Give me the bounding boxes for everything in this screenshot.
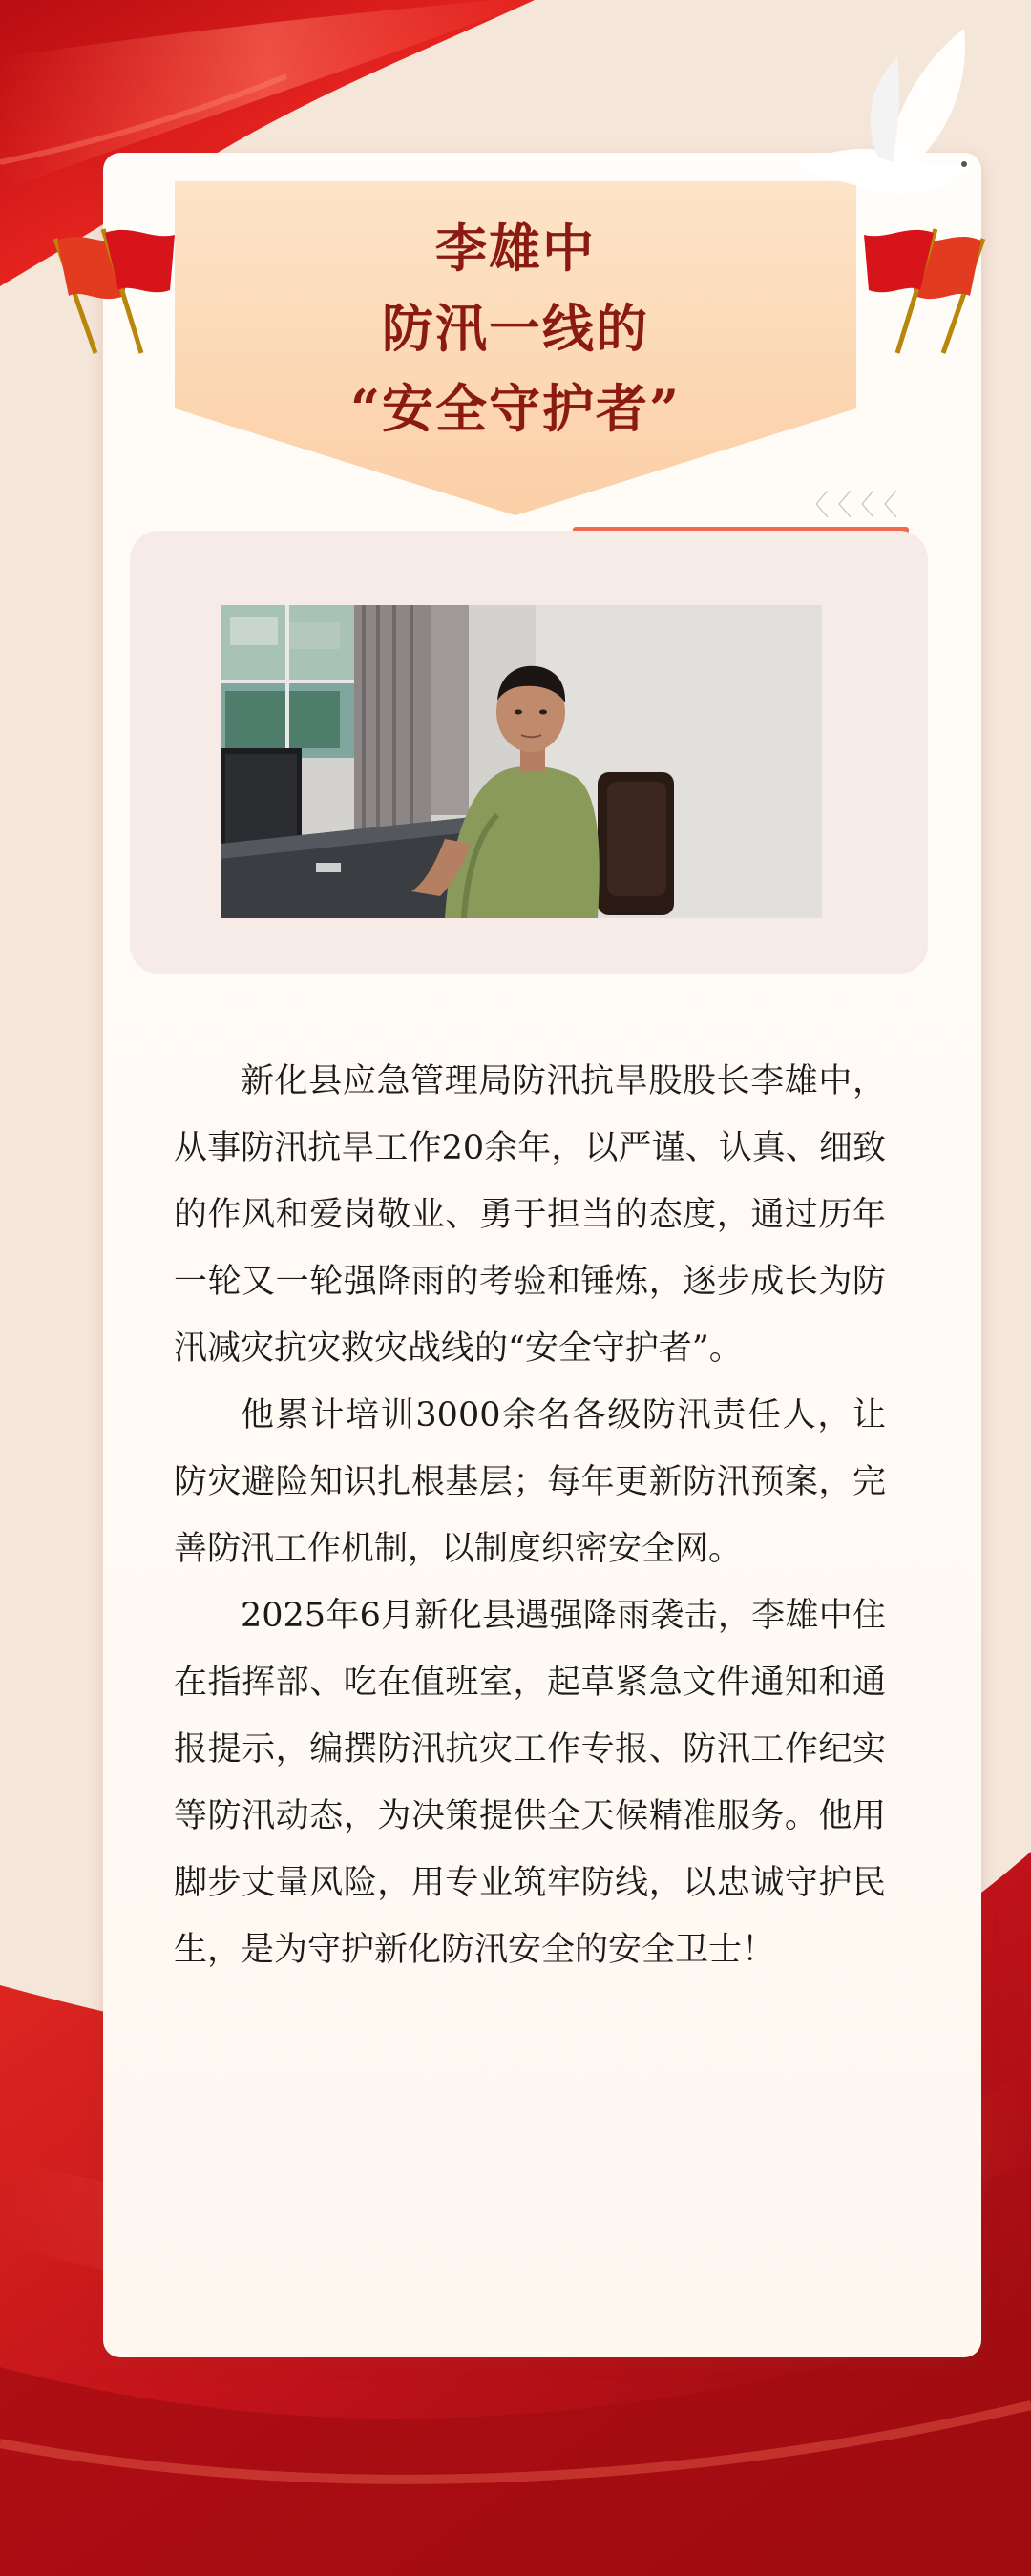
article-body (174, 1048, 886, 1983)
page-title (175, 208, 856, 449)
article-paragraph: 他累计培训3000余名各级防汛责任人，让防灾避险知识扎根基层；每年更新防汛预案，完善防汛工作机制，以制度织密安全网。 (174, 1396, 886, 1568)
title-line-1: 李雄中 (435, 218, 596, 279)
white-dove-icon (773, 19, 993, 229)
portrait-photo (221, 605, 822, 918)
title-line-2: 防汛一线的 (382, 298, 649, 359)
article-paragraph: 新化县应急管理局防汛抗旱股股长李雄中，从事防汛抗旱工作20余年，以严谨、认真、细致的作风和爱岗敬业、勇于担当的态度，通过历年一轮又一轮强降雨的考验和锤炼，逐步成长为防汛减灾抗灾救灾战线的“安全守护者”。 (174, 1062, 886, 1368)
red-flag-right-icon (859, 220, 1002, 363)
red-flag-left-icon (36, 220, 179, 363)
chevron-left-icon (807, 485, 921, 523)
title-line-3: “安全守护者” (349, 378, 682, 439)
article-paragraph: 2025年6月新化县遇强降雨袭击，李雄中住在指挥部、吃在值班室，起草紧急文件通知和通报提示，编撰防汛抗灾工作专报、防汛工作纪实等防汛动态，为决策提供全天候精准服务。他用脚步丈量风险，用专业筑牢防线，以忠诚守护民生，是为守护新化防汛安全的安全卫士！ (174, 1597, 886, 1969)
